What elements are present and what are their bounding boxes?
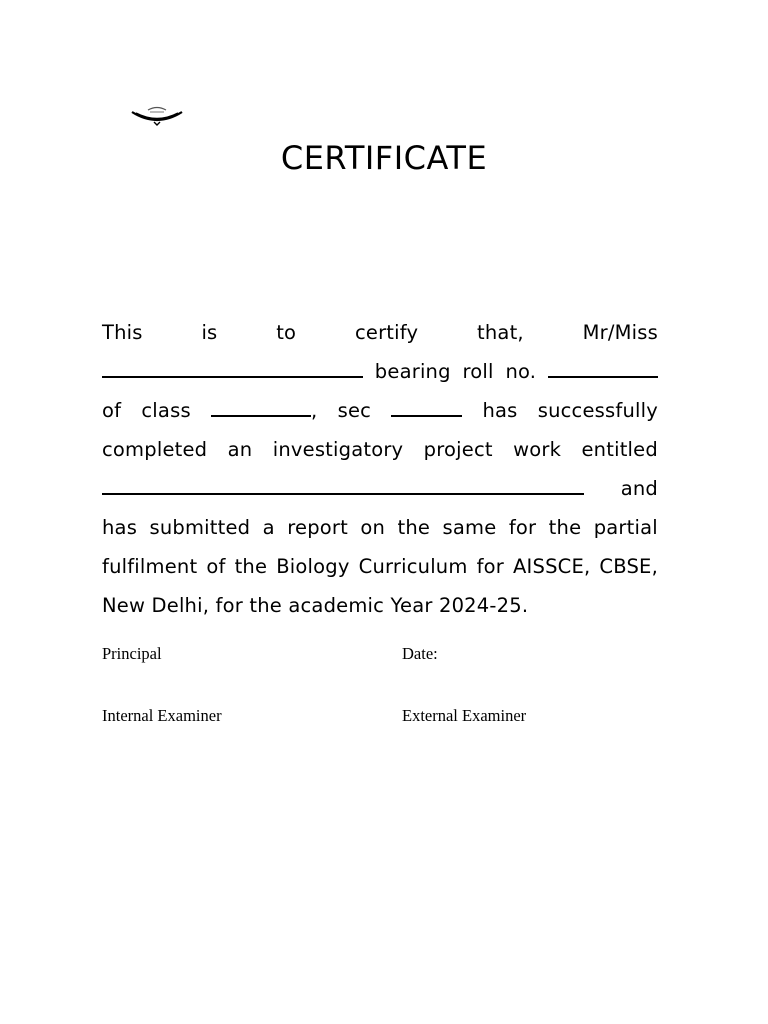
- word: AISSCE,: [513, 555, 591, 578]
- body-line-2: [102, 352, 658, 391]
- word: investigatory: [272, 438, 404, 461]
- certificate-title: CERTIFICATE: [280, 139, 488, 177]
- class-blank: [211, 391, 311, 417]
- section-blank: [391, 391, 462, 417]
- certificate-body: [102, 313, 658, 625]
- comma: ,: [311, 399, 318, 422]
- word: a: [262, 516, 275, 539]
- word: the: [234, 555, 268, 578]
- word: report: [287, 516, 348, 539]
- body-line-6: [102, 508, 658, 547]
- word: that,: [477, 321, 524, 344]
- body-line-3: [102, 391, 658, 430]
- word: class: [141, 399, 191, 422]
- word: completed: [102, 438, 208, 461]
- word: same: [442, 516, 497, 539]
- word: has: [102, 516, 138, 539]
- word: Mr/Miss: [582, 321, 658, 344]
- word: project: [423, 438, 493, 461]
- word: partial: [593, 516, 658, 539]
- word: for: [508, 516, 537, 539]
- word: an: [227, 438, 253, 461]
- word: successfully: [537, 399, 658, 422]
- principal-label: Principal: [102, 644, 162, 663]
- word: and: [620, 477, 658, 500]
- body-line-1: [102, 313, 658, 352]
- roll-number-blank: [548, 352, 658, 378]
- word: This: [102, 321, 143, 344]
- body-line-4: [102, 430, 658, 469]
- closing-line: New Delhi, for the academic Year 2024-25.: [102, 594, 529, 617]
- student-name-blank: [102, 352, 363, 378]
- word: no.: [505, 360, 537, 383]
- word: work: [513, 438, 562, 461]
- word: on: [360, 516, 386, 539]
- word: of: [102, 399, 122, 422]
- date-label: Date:: [402, 644, 438, 663]
- body-line-7: [102, 547, 658, 586]
- word: entitled: [581, 438, 658, 461]
- word: roll: [462, 360, 494, 383]
- word: has: [482, 399, 518, 422]
- word: is: [201, 321, 218, 344]
- body-line-8: [102, 586, 658, 625]
- word: fulfilment: [102, 555, 198, 578]
- body-line-5: [102, 469, 658, 508]
- word: to: [276, 321, 297, 344]
- internal-examiner-label: Internal Examiner: [102, 706, 222, 725]
- word: certify: [354, 321, 419, 344]
- word: the: [397, 516, 431, 539]
- word: sec: [337, 399, 372, 422]
- emblem-logo: [130, 106, 184, 126]
- project-title-blank: [102, 469, 584, 495]
- class-blank-group: [211, 391, 317, 430]
- word: for: [476, 555, 504, 578]
- word: CBSE,: [599, 555, 658, 578]
- word: bearing: [374, 360, 451, 383]
- word: of: [206, 555, 226, 578]
- word: submitted: [149, 516, 251, 539]
- word: Curriculum: [358, 555, 468, 578]
- external-examiner-label: External Examiner: [402, 706, 527, 725]
- word: Biology: [276, 555, 350, 578]
- word: the: [548, 516, 582, 539]
